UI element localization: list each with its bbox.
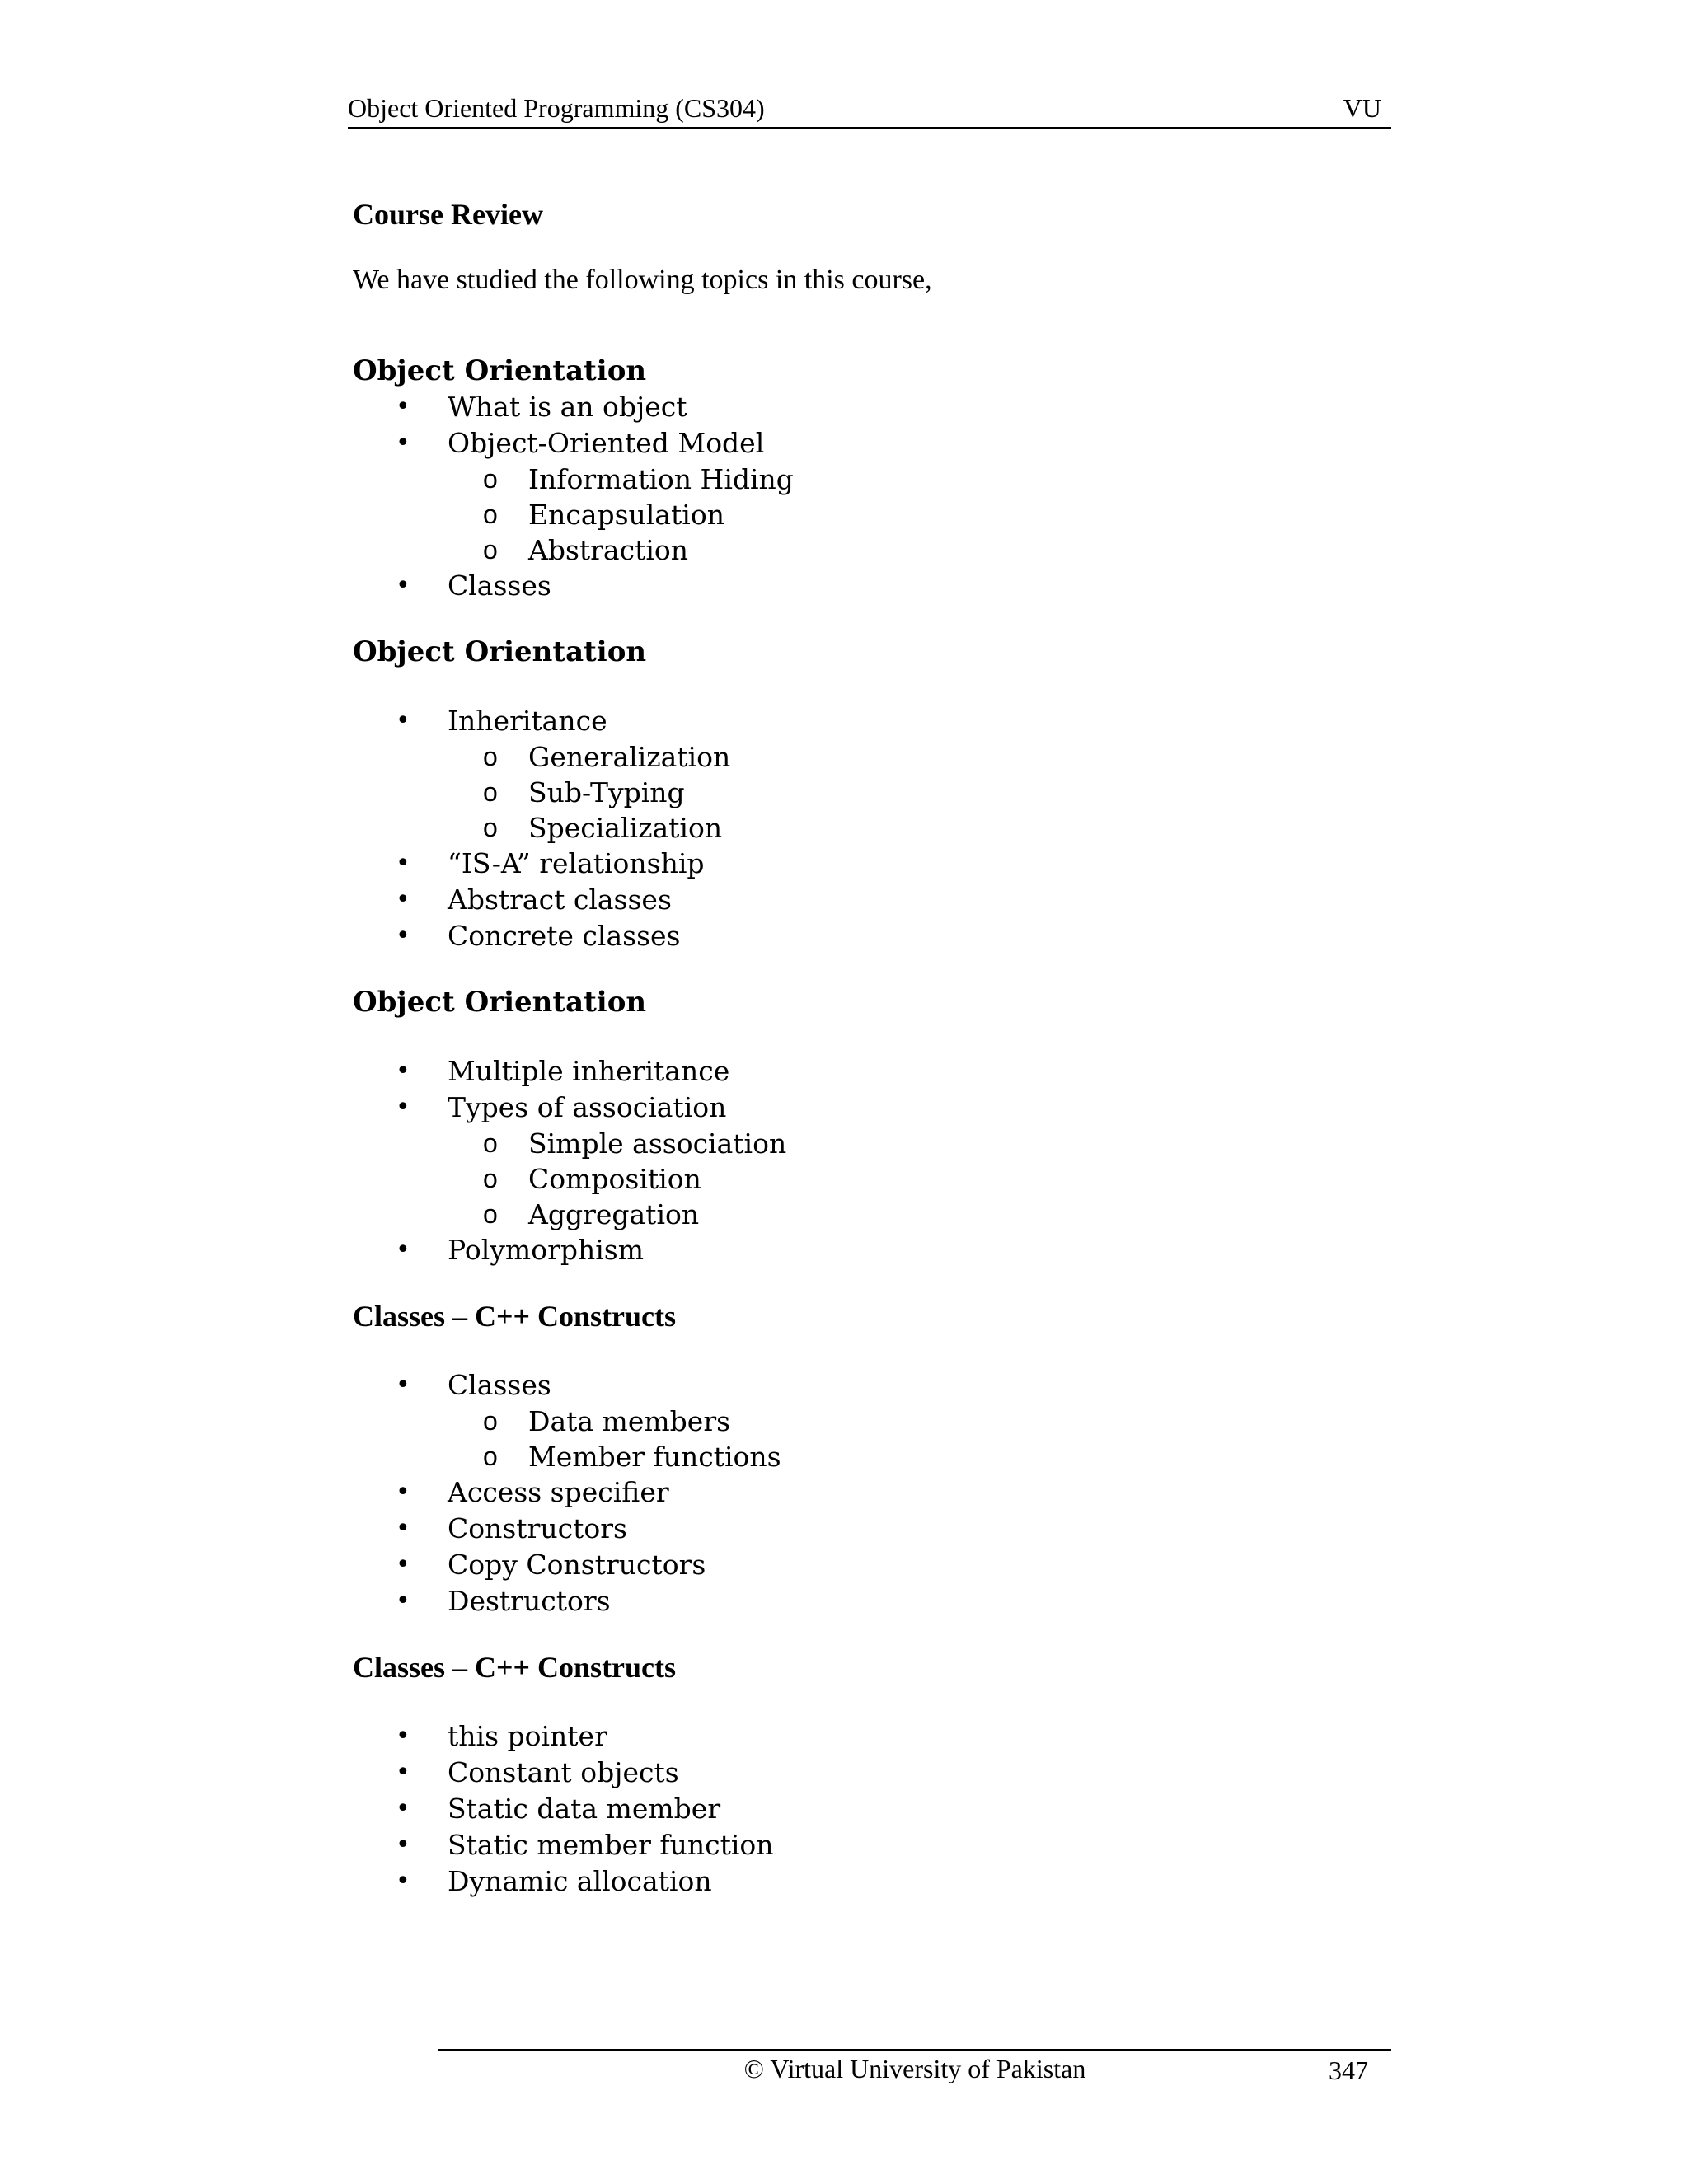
list-item [353,1053,1391,1090]
sub-list-item-label: Encapsulation [528,499,724,531]
bullet-icon: • [396,392,410,421]
list-item [353,882,1391,918]
list-item [353,1827,1391,1863]
topic-list [353,1718,1391,1900]
list-item [353,1718,1391,1755]
list-item [353,568,1391,604]
list-item [353,1511,1391,1547]
sub-list-item [351,462,1391,497]
list-item-label: Destructors [448,1585,611,1617]
list-item-label: What is an object [448,391,687,423]
section-heading: Object Orientation [353,354,647,387]
sub-list-item [351,1126,1391,1161]
sub-list-item-label: Sub-Typing [528,776,685,808]
circle-bullet-icon: o [483,1164,498,1193]
sub-list-item [351,1197,1391,1232]
circle-bullet-icon: o [483,1441,498,1471]
bullet-icon: • [396,1093,410,1122]
sub-list-item-label: Abstraction [528,534,689,566]
bullet-icon: • [396,1586,410,1615]
page-content [353,198,1391,1900]
sub-list-item [351,775,1391,810]
list-item-label: Concrete classes [448,920,681,952]
list-item-label: Constant objects [448,1756,679,1788]
list-item-label: Access specifier [448,1476,669,1508]
section-heading: Object Orientation [353,635,647,668]
list-item [353,703,1391,846]
bullet-icon: • [396,921,410,950]
bullet-icon: • [396,1514,410,1543]
footer-rule [438,2049,1391,2051]
bullet-icon: • [396,1830,410,1859]
list-item-label: Multiple inheritance [448,1055,730,1087]
list-item-label: Static data member [448,1793,721,1825]
header-institution: VU [1343,93,1381,123]
sub-list-item-label: Specialization [528,812,723,844]
section-heading: Object Orientation [353,986,647,1019]
list-item-label: Classes [448,1369,551,1401]
bullet-icon: • [396,1057,410,1085]
page-number: 347 [1329,2055,1368,2085]
list-item-label: Constructors [448,1512,627,1544]
sub-topic-list [353,1404,1391,1474]
sub-list-item [351,497,1391,532]
page-title: Course Review [353,198,543,231]
topic-section [353,1298,1391,1619]
bullet-icon: • [396,1371,410,1399]
sub-list-item-label: Member functions [528,1441,781,1473]
sub-list-item-label: Information Hiding [528,463,794,495]
list-item [353,1090,1391,1232]
list-item [353,1474,1391,1511]
bullet-icon: • [396,429,410,457]
list-item [353,1547,1391,1583]
intro-paragraph: We have studied the following topics in this course, [353,265,932,295]
list-item [353,918,1391,954]
circle-bullet-icon: o [483,499,498,529]
bullet-icon: • [396,1867,410,1896]
list-item-label: Types of association [448,1091,727,1123]
sub-list-item [351,1404,1391,1439]
sub-topic-list [353,1126,1391,1232]
bullet-icon: • [396,706,410,735]
header-course-title: Object Oriented Programming (CS304) [348,93,765,123]
sub-list-item-label: Generalization [528,741,731,773]
bullet-icon: • [396,1550,410,1579]
sub-list-item [351,532,1391,568]
list-item-label: Classes [448,569,551,602]
list-item-label: Abstract classes [448,883,672,916]
topic-list [353,703,1391,954]
circle-bullet-icon: o [483,1406,498,1436]
bullet-icon: • [396,1722,410,1750]
topic-list [353,389,1391,604]
sub-list-item-label: Simple association [528,1127,787,1160]
sub-list-item-label: Composition [528,1163,701,1195]
list-item [353,1232,1391,1268]
sub-list-item-label: Data members [528,1405,731,1437]
list-item-label: Static member function [448,1829,774,1861]
topic-section [353,984,1391,1268]
topic-list [353,1053,1391,1268]
bullet-icon: • [396,1235,410,1264]
topic-sections [353,353,1391,1900]
circle-bullet-icon: o [483,1128,498,1158]
sub-list-item [351,1161,1391,1197]
circle-bullet-icon: o [483,777,498,807]
list-item [353,1583,1391,1619]
section-heading: Classes – C++ Constructs [353,1300,677,1333]
sub-topic-list [353,739,1391,846]
circle-bullet-icon: o [483,742,498,771]
list-item [353,846,1391,882]
sub-list-item [351,739,1391,775]
list-item-label: this pointer [448,1720,607,1752]
list-item [353,1755,1391,1791]
topic-list [353,1367,1391,1619]
list-item [353,389,1391,425]
page-header [348,87,1391,129]
list-item-label: Object-Oriented Model [448,427,765,459]
bullet-icon: • [396,849,410,878]
bullet-icon: • [396,1478,410,1507]
circle-bullet-icon: o [483,813,498,842]
list-item-label: Dynamic allocation [448,1865,712,1897]
sub-list-item [351,810,1391,846]
sub-list-item-label: Aggregation [528,1198,700,1230]
footer-copyright: © Virtual University of Pakistan [743,2054,1086,2083]
list-item [353,1367,1391,1474]
list-item [353,425,1391,568]
bullet-icon: • [396,1758,410,1787]
topic-section [353,353,1391,604]
list-item [353,1791,1391,1827]
list-item [353,1863,1391,1900]
bullet-icon: • [396,885,410,914]
topic-section [353,1649,1391,1900]
sub-topic-list [353,462,1391,568]
bullet-icon: • [396,571,410,600]
section-heading: Classes – C++ Constructs [353,1651,677,1684]
list-item-label: “IS-A” relationship [448,847,705,879]
topic-section [353,634,1391,954]
list-item-label: Copy Constructors [448,1549,706,1581]
list-item-label: Polymorphism [448,1234,645,1266]
circle-bullet-icon: o [483,464,498,494]
bullet-icon: • [396,1794,410,1823]
circle-bullet-icon: o [483,1199,498,1229]
list-item-label: Inheritance [448,705,607,737]
circle-bullet-icon: o [483,535,498,565]
sub-list-item [351,1439,1391,1474]
